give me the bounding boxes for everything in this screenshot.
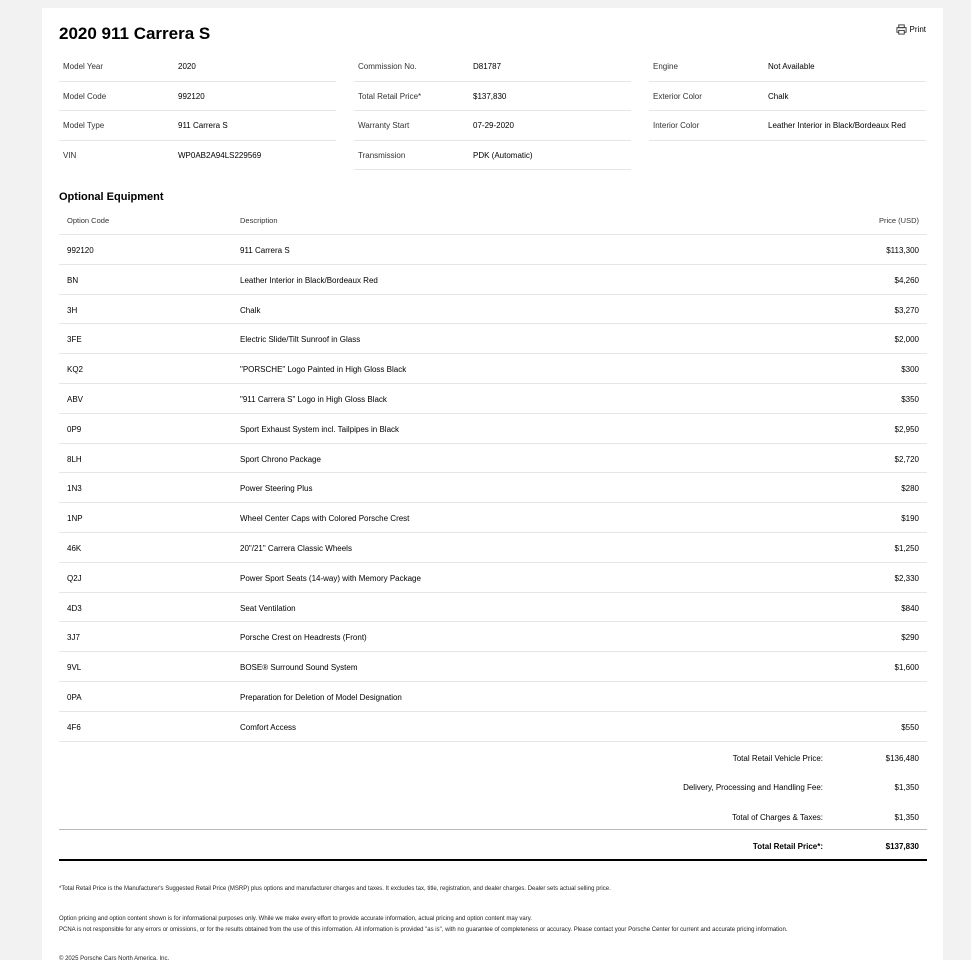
spec-value: 07-29-2020 <box>473 121 514 131</box>
total-label: Total Retail Price*: <box>752 842 823 852</box>
spec-value: Not Available <box>768 62 815 71</box>
option-code: 3FE <box>67 335 82 345</box>
option-code: Q2J <box>67 573 82 583</box>
printer-icon <box>896 24 907 35</box>
spec-column-3 <box>649 52 926 141</box>
option-code: ABV <box>67 394 84 404</box>
spec-value: $137,830 <box>473 91 507 101</box>
option-price: $840 <box>901 603 919 613</box>
table-row <box>59 593 927 623</box>
table-row <box>59 324 927 354</box>
spec-label: VIN <box>63 150 77 160</box>
table-row <box>59 473 927 503</box>
spec-row-vin <box>59 141 336 171</box>
spec-value: D81787 <box>473 62 502 71</box>
spec-label: Model Type <box>63 121 105 131</box>
table-header <box>59 206 927 235</box>
table-row <box>59 414 927 444</box>
option-description: 911 Carrera S <box>240 246 290 255</box>
spec-label: Commission No. <box>358 62 417 71</box>
option-description: Power Steering Plus <box>240 484 313 494</box>
option-code: KQ2 <box>67 365 84 375</box>
spec-value: 911 Carrera S <box>178 121 228 131</box>
spec-row-transmission <box>354 141 631 171</box>
spec-label: Interior Color <box>653 121 700 131</box>
table-row <box>59 652 927 682</box>
option-code: 4D3 <box>67 603 82 613</box>
spec-value: 992120 <box>178 91 205 101</box>
option-price: $113,300 <box>886 246 919 255</box>
option-price: $2,330 <box>894 573 919 583</box>
spec-value: 2020 <box>178 62 196 71</box>
option-code: 0P9 <box>67 424 82 434</box>
option-price: $2,720 <box>894 454 919 464</box>
option-code: 3H <box>67 305 78 315</box>
total-label: Delivery, Processing and Handling Fee: <box>683 783 823 793</box>
total-vehicle-price-row <box>59 742 927 772</box>
option-description: Seat Ventilation <box>240 603 296 613</box>
total-value: $1,350 <box>894 783 919 793</box>
footnote-disclaimer-2: PCNA is not responsible for any errors or omissions, or for the results obtained from the use of this information. All information is provided "as is", with no guarantee of completeness or accuracy. Please contact your Porsche Center for current and accurate pricing information. <box>59 927 788 933</box>
total-value: $1,350 <box>894 812 919 822</box>
option-code: 1N3 <box>67 484 82 494</box>
option-price: $1,600 <box>894 663 919 673</box>
optional-equipment-heading: Optional Equipment <box>59 191 164 203</box>
option-price: $2,000 <box>894 335 919 345</box>
table-row <box>59 265 927 295</box>
option-description: Sport Exhaust System incl. Tailpipes in Black <box>240 424 400 434</box>
option-price: $300 <box>901 365 919 375</box>
option-price: $4,260 <box>894 275 919 285</box>
option-price: $1,250 <box>894 543 919 553</box>
option-price: $190 <box>901 514 919 524</box>
option-price: $350 <box>901 394 919 404</box>
option-code: BN <box>67 275 79 285</box>
table-row <box>59 295 927 325</box>
delivery-fee-row <box>59 771 927 801</box>
spec-row-interior-color <box>649 111 926 141</box>
option-description: Leather Interior in Black/Bordeaux Red <box>240 275 378 285</box>
spec-label: Exterior Color <box>653 91 702 101</box>
spec-column-1 <box>59 52 336 170</box>
column-header-description: Description <box>240 216 278 225</box>
option-description: "PORSCHE" Logo Painted in High Gloss Black <box>240 365 407 375</box>
option-price: $290 <box>901 633 919 643</box>
option-description: Electric Slide/Tilt Sunroof in Glass <box>240 335 361 345</box>
total-label: Total Retail Vehicle Price: <box>732 753 823 763</box>
option-code: 8LH <box>67 454 82 464</box>
table-row <box>59 384 927 414</box>
print-button[interactable] <box>896 24 926 35</box>
option-price: $550 <box>901 722 919 732</box>
spec-value: Chalk <box>768 91 789 101</box>
table-row <box>59 682 927 712</box>
option-description: 20"/21" Carrera Classic Wheels <box>240 543 352 553</box>
total-label: Total of Charges & Taxes: <box>731 812 823 822</box>
table-row <box>59 354 927 384</box>
option-code: 9VL <box>67 663 82 673</box>
option-description: Chalk <box>240 305 261 315</box>
table-row <box>59 503 927 533</box>
column-header-price: Price (USD) <box>878 216 919 225</box>
copyright: © 2025 Porsche Cars North America, Inc. <box>59 956 170 960</box>
spec-row-engine <box>649 52 926 82</box>
footnote-disclaimer-1: Option pricing and option content shown is for informational purposes only. While we make every effort to provide accurate information, actual pricing and option content may vary. <box>59 916 532 922</box>
total-retail-price-row <box>59 830 927 861</box>
total-value: $137,830 <box>885 842 919 852</box>
footnote-msrp: *Total Retail Price is the Manufacturer's Suggested Retail Price (MSRP) plus options and manufacturer charges and taxes. It excludes tax, title, registration, and dealer charges. Dealer sets actual selling price. <box>59 886 611 892</box>
spec-value: Leather Interior in Black/Bordeaux Red <box>768 121 906 131</box>
spec-label: Engine <box>653 62 678 71</box>
table-row <box>59 563 927 593</box>
option-code: 3J7 <box>67 633 80 643</box>
window-sticker-card <box>42 8 943 960</box>
option-description: Wheel Center Caps with Colored Porsche Crest <box>240 514 410 524</box>
option-description: Porsche Crest on Headrests (Front) <box>240 633 367 643</box>
option-code: 992120 <box>67 246 94 255</box>
option-description: Power Sport Seats (14-way) with Memory Package <box>240 573 421 583</box>
option-description: Preparation for Deletion of Model Designation <box>240 692 402 702</box>
spec-row-warranty <box>354 111 631 141</box>
table-row <box>59 712 927 742</box>
table-row <box>59 533 927 563</box>
option-code: 46K <box>67 543 82 553</box>
spec-column-2 <box>354 52 631 170</box>
option-price: $2,950 <box>894 424 919 434</box>
column-header-code: Option Code <box>67 216 110 225</box>
spec-row-exterior-color <box>649 82 926 112</box>
spec-row-total-price <box>354 82 631 112</box>
option-description: "911 Carrera S" Logo in High Gloss Black <box>240 394 387 404</box>
option-description: BOSE® Surround Sound System <box>240 663 358 673</box>
option-price: $280 <box>901 484 919 494</box>
total-value: $136,480 <box>885 753 919 763</box>
spec-row-model-year <box>59 52 336 82</box>
option-description: Sport Chrono Package <box>240 454 321 464</box>
spec-label: Warranty Start <box>358 121 410 131</box>
spec-row-model-type <box>59 111 336 141</box>
spec-label: Total Retail Price* <box>358 91 422 101</box>
spec-value: PDK (Automatic) <box>473 150 533 160</box>
spec-label: Transmission <box>358 150 406 160</box>
option-description: Comfort Access <box>240 722 297 732</box>
spec-label: Model Code <box>63 91 107 101</box>
spec-label: Model Year <box>63 62 104 71</box>
option-price: $3,270 <box>894 305 919 315</box>
option-code: 1NP <box>67 514 83 524</box>
table-row <box>59 235 927 265</box>
option-code: 4F6 <box>67 722 81 732</box>
print-label: Print <box>909 25 926 34</box>
options-table <box>59 206 927 861</box>
table-row <box>59 444 927 474</box>
charges-taxes-row <box>59 801 927 831</box>
page-title: 2020 911 Carrera S <box>59 24 211 43</box>
option-code: 0PA <box>67 692 82 702</box>
spec-value: WP0AB2A94LS229569 <box>178 150 262 160</box>
table-row <box>59 622 927 652</box>
spec-row-commission <box>354 52 631 82</box>
spec-row-model-code <box>59 82 336 112</box>
